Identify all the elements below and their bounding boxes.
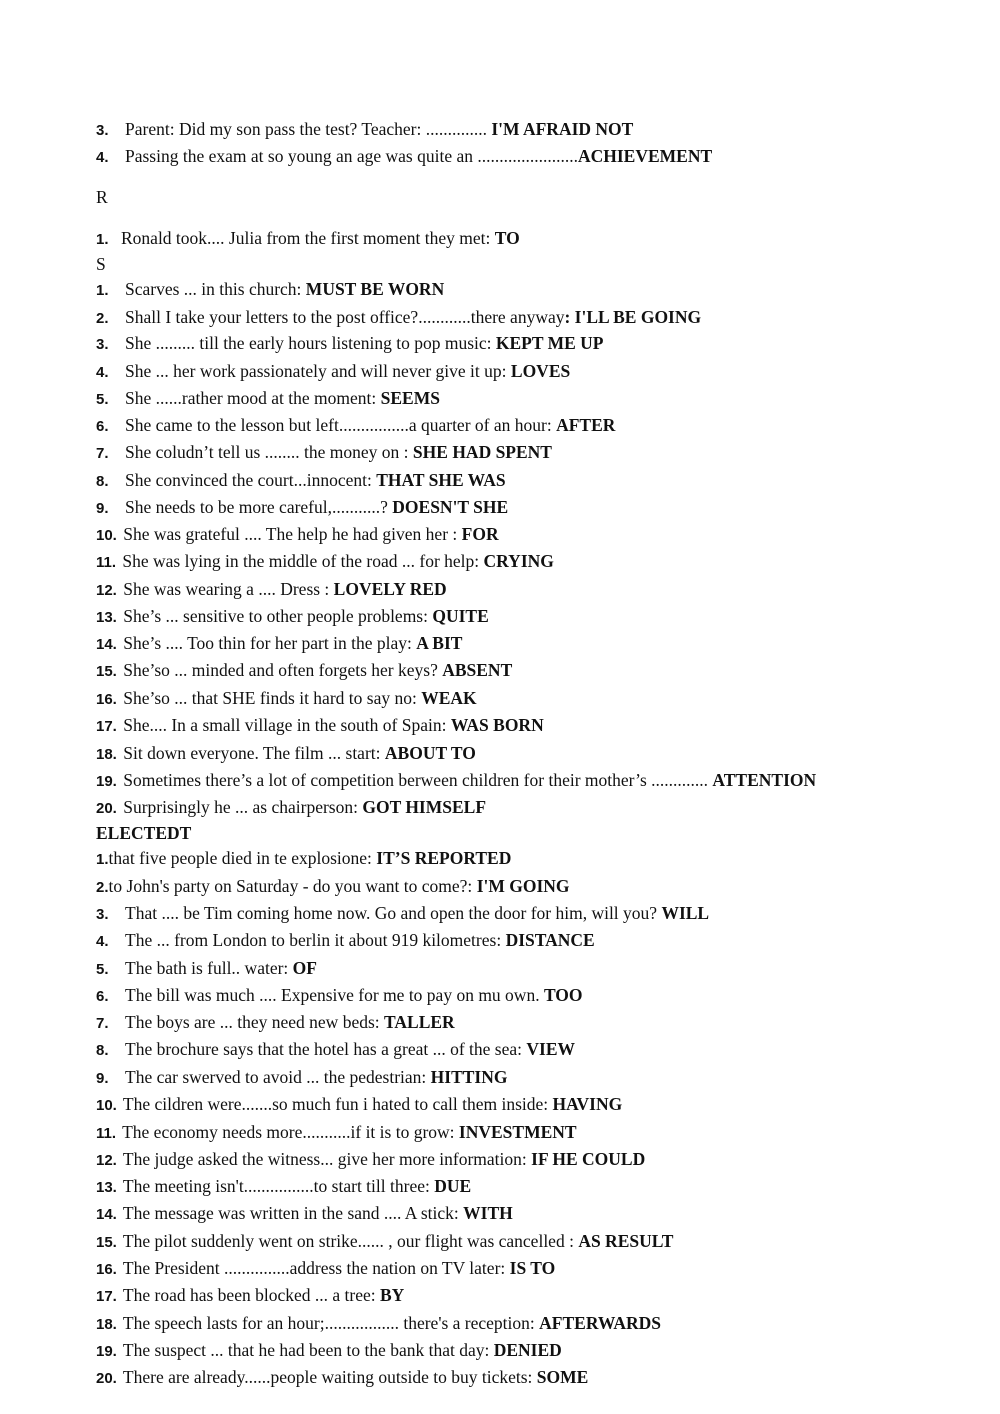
- list-item: [96, 1367, 588, 1389]
- item-question: She was grateful .... The help he had given her :: [123, 524, 462, 544]
- list-item: [96, 497, 508, 519]
- item-answer: GOT HIMSELF: [362, 797, 487, 817]
- item-answer: BY: [379, 1285, 405, 1305]
- list-item: [96, 715, 544, 737]
- item-question: The car swerved to avoid ... the pedestrian:: [125, 1067, 431, 1087]
- item-answer: MUST BE WORN: [305, 279, 445, 299]
- item-answer: ACHIEVEMENT: [577, 146, 713, 166]
- list-item: [96, 1067, 507, 1089]
- item-question: The cildren were.......so much fun i hated to call them inside:: [122, 1094, 553, 1114]
- item-answer: SHE HAD SPENT: [412, 442, 552, 462]
- item-question: Surprisingly he ... as chairperson:: [123, 797, 363, 817]
- item-question: The President ...............address the nation on TV later:: [122, 1258, 510, 1278]
- item-answer: VIEW: [526, 1039, 576, 1059]
- list-item: [96, 797, 486, 819]
- item-answer: I'M AFRAID NOT: [491, 119, 634, 139]
- section-header-s: S: [96, 254, 106, 274]
- item-answer: IS TO: [509, 1258, 556, 1278]
- list-item: [96, 1094, 622, 1116]
- list-item: [96, 743, 476, 765]
- item-number: 13.: [96, 609, 117, 626]
- item-question: She’s .... Too thin for her part in the play:: [123, 633, 417, 653]
- item-number: 9.: [96, 1070, 109, 1087]
- item-question: Sit down everyone. The film ... start:: [123, 743, 385, 763]
- item-answer: CRYING: [483, 551, 554, 571]
- item-question: She came to the lesson but left................a quarter of an hour:: [125, 415, 557, 435]
- item-number: 5.: [96, 961, 109, 978]
- item-number: 19.: [96, 773, 117, 790]
- item-question: The ... from London to berlin it about 919 kilometres:: [125, 930, 506, 950]
- list-item: [96, 876, 570, 898]
- item-answer: THAT SHE WAS: [376, 470, 506, 490]
- item-question: The pilot suddenly went on strike...... , our flight was cancelled :: [122, 1231, 579, 1251]
- item-answer: TO: [494, 228, 520, 248]
- list-item: [96, 770, 816, 792]
- list-item: [96, 1012, 455, 1034]
- item-answer: AFTER: [556, 415, 616, 435]
- item-number: 16.: [96, 691, 117, 708]
- item-number: 20.: [96, 1370, 117, 1387]
- list-item: [96, 930, 595, 952]
- item-number: 6.: [96, 418, 109, 435]
- item-number: 4.: [96, 149, 109, 166]
- item-question: The bath is full.. water:: [125, 958, 293, 978]
- item-number: 4.: [96, 933, 109, 950]
- item-answer: INVESTMENT: [458, 1122, 577, 1142]
- item-number: 7.: [96, 1015, 109, 1032]
- item-number: 14.: [96, 1206, 117, 1223]
- wrapped-answer-line: ELECTEDT: [96, 823, 192, 843]
- item-answer: ATTENTION: [712, 770, 817, 790]
- list-item: [96, 442, 552, 464]
- item-number: 2.: [96, 879, 109, 896]
- list-item: [96, 388, 440, 410]
- list-item: [96, 660, 512, 682]
- item-question: Parent: Did my son pass the test? Teacher: ..............: [125, 119, 492, 139]
- item-question: She ......rather mood at the moment:: [125, 388, 381, 408]
- list-item: [96, 228, 520, 250]
- list-item: [96, 415, 615, 437]
- item-question: to John's party on Saturday - do you want to come?:: [108, 876, 477, 896]
- item-number: 3.: [96, 122, 109, 139]
- list-item: [96, 848, 511, 870]
- item-question: There are already......people waiting outside to buy tickets:: [122, 1367, 537, 1387]
- list-item: [96, 1231, 673, 1253]
- item-answer: WEAK: [421, 688, 477, 708]
- item-question: She was wearing a .... Dress :: [123, 579, 334, 599]
- list-item: [96, 633, 462, 655]
- item-answer: TOO: [543, 985, 583, 1005]
- item-answer: HAVING: [552, 1094, 623, 1114]
- item-number: 19.: [96, 1343, 117, 1360]
- item-answer: QUITE: [432, 606, 489, 626]
- item-question: She’so ... that SHE finds it hard to say no:: [123, 688, 422, 708]
- list-item: [96, 1176, 471, 1198]
- item-answer: ABSENT: [442, 660, 513, 680]
- list-item: [96, 985, 583, 1007]
- item-answer: DISTANCE: [505, 930, 595, 950]
- item-number: 16.: [96, 1261, 117, 1278]
- list-item: [96, 524, 499, 546]
- item-answer: AFTERWARDS: [539, 1313, 662, 1333]
- item-number: 11.: [96, 554, 117, 571]
- list-item: [96, 333, 603, 355]
- list-item: [96, 579, 447, 601]
- list-item: [96, 307, 701, 329]
- item-question: The message was written in the sand .... A stick:: [122, 1203, 464, 1223]
- item-question: The road has been blocked ... a tree:: [122, 1285, 380, 1305]
- list-item: [96, 1285, 404, 1307]
- item-question: She’s ... sensitive to other people problems:: [123, 606, 433, 626]
- list-item: [96, 1039, 575, 1061]
- item-number: 15.: [96, 663, 117, 680]
- item-question: The judge asked the witness... give her more information:: [122, 1149, 532, 1169]
- item-answer: TALLER: [384, 1012, 455, 1032]
- item-question: She coludn’t tell us ........ the money on :: [125, 442, 413, 462]
- list-item: [96, 1258, 555, 1280]
- item-question: that five people died in te explosione:: [108, 848, 377, 868]
- item-number: 18.: [96, 746, 117, 763]
- item-answer: I'M GOING: [476, 876, 570, 896]
- list-item: [96, 606, 489, 628]
- item-number: 17.: [96, 1288, 117, 1305]
- item-number: 10.: [96, 527, 117, 544]
- item-answer: DENIED: [493, 1340, 562, 1360]
- item-number: 15.: [96, 1234, 117, 1251]
- item-question: Passing the exam at so young an age was quite an .......................: [125, 146, 578, 166]
- list-item: [96, 958, 317, 980]
- item-number: 4.: [96, 364, 109, 381]
- item-question: The speech lasts for an hour;................. there's a reception:: [122, 1313, 540, 1333]
- item-number: 18.: [96, 1316, 117, 1333]
- item-question: The suspect ... that he had been to the bank that day:: [122, 1340, 494, 1360]
- item-answer: HITTING: [430, 1067, 508, 1087]
- item-question: She was lying in the middle of the road ... for help:: [122, 551, 484, 571]
- item-question: The brochure says that the hotel has a great ... of the sea:: [125, 1039, 527, 1059]
- item-question: She convinced the court...innocent:: [125, 470, 377, 490]
- item-answer: A BIT: [416, 633, 463, 653]
- item-number: 9.: [96, 500, 109, 517]
- list-item: [96, 1203, 513, 1225]
- item-question: She ... her work passionately and will never give it up:: [125, 361, 511, 381]
- list-item: [96, 688, 477, 710]
- list-item: [96, 361, 570, 383]
- item-question: Ronald took.... Julia from the first moment they met:: [121, 228, 495, 248]
- item-number: 3.: [96, 336, 109, 353]
- item-number: 20.: [96, 800, 117, 817]
- item-question: The boys are ... they need new beds:: [125, 1012, 385, 1032]
- list-item: [96, 1313, 661, 1335]
- item-answer: WITH: [463, 1203, 513, 1223]
- item-answer: AS RESULT: [578, 1231, 674, 1251]
- item-question: Scarves ... in this church:: [125, 279, 306, 299]
- item-answer: IT’S REPORTED: [376, 848, 512, 868]
- item-question: That .... be Tim coming home now. Go and open the door for him, will you?: [125, 903, 662, 923]
- item-number: 12.: [96, 582, 117, 599]
- item-number: 6.: [96, 988, 109, 1005]
- item-question: She’so ... minded and often forgets her keys?: [123, 660, 443, 680]
- item-question: The economy needs more...........if it is to grow:: [122, 1122, 459, 1142]
- list-item: [96, 146, 712, 168]
- item-question: Sometimes there’s a lot of competition berween children for their mother’s .............: [123, 770, 713, 790]
- item-number: 13.: [96, 1179, 117, 1196]
- item-answer: LOVES: [510, 361, 571, 381]
- list-item: [96, 551, 554, 573]
- item-answer: WILL: [661, 903, 710, 923]
- item-number: 5.: [96, 391, 109, 408]
- item-question: She.... In a small village in the south of Spain:: [123, 715, 451, 735]
- item-answer: ABOUT TO: [384, 743, 476, 763]
- item-answer: IF HE COULD: [531, 1149, 646, 1169]
- item-answer: KEPT ME UP: [495, 333, 604, 353]
- item-number: 17.: [96, 718, 117, 735]
- item-number: 1.: [96, 282, 109, 299]
- item-answer: OF: [292, 958, 317, 978]
- item-answer: FOR: [461, 524, 499, 544]
- item-question: The bill was much .... Expensive for me to pay on mu own.: [125, 985, 544, 1005]
- item-question: The meeting isn't................to start till three:: [122, 1176, 435, 1196]
- item-number: 8.: [96, 1042, 109, 1059]
- item-answer: DUE: [434, 1176, 472, 1196]
- section-header-r: R: [96, 187, 108, 207]
- item-answer: : I'LL BE GOING: [564, 307, 702, 327]
- item-number: 8.: [96, 473, 109, 490]
- item-question: She needs to be more careful,...........?: [125, 497, 393, 517]
- list-item: [96, 279, 444, 301]
- item-number: 3.: [96, 906, 109, 923]
- list-item: [96, 903, 709, 925]
- item-number: 7.: [96, 445, 109, 462]
- item-number: 14.: [96, 636, 117, 653]
- list-item: [96, 1340, 562, 1362]
- list-item: [96, 470, 506, 492]
- item-number: 10.: [96, 1097, 117, 1114]
- item-number: 11.: [96, 1125, 117, 1142]
- item-answer: SOME: [536, 1367, 589, 1387]
- item-answer: SEEMS: [380, 388, 440, 408]
- list-item: [96, 1122, 577, 1144]
- item-answer: LOVELY RED: [333, 579, 447, 599]
- list-item: [96, 119, 633, 141]
- list-item: [96, 1149, 645, 1171]
- item-question: Shall I take your letters to the post office?............there anyway: [125, 307, 565, 327]
- item-answer: DOESN'T SHE: [392, 497, 509, 517]
- item-answer: WAS BORN: [450, 715, 544, 735]
- item-number: 2.: [96, 310, 109, 327]
- item-number: 1.: [96, 851, 109, 868]
- item-number: 1.: [96, 231, 109, 248]
- item-question: She ......... till the early hours listening to pop music:: [125, 333, 496, 353]
- item-number: 12.: [96, 1152, 117, 1169]
